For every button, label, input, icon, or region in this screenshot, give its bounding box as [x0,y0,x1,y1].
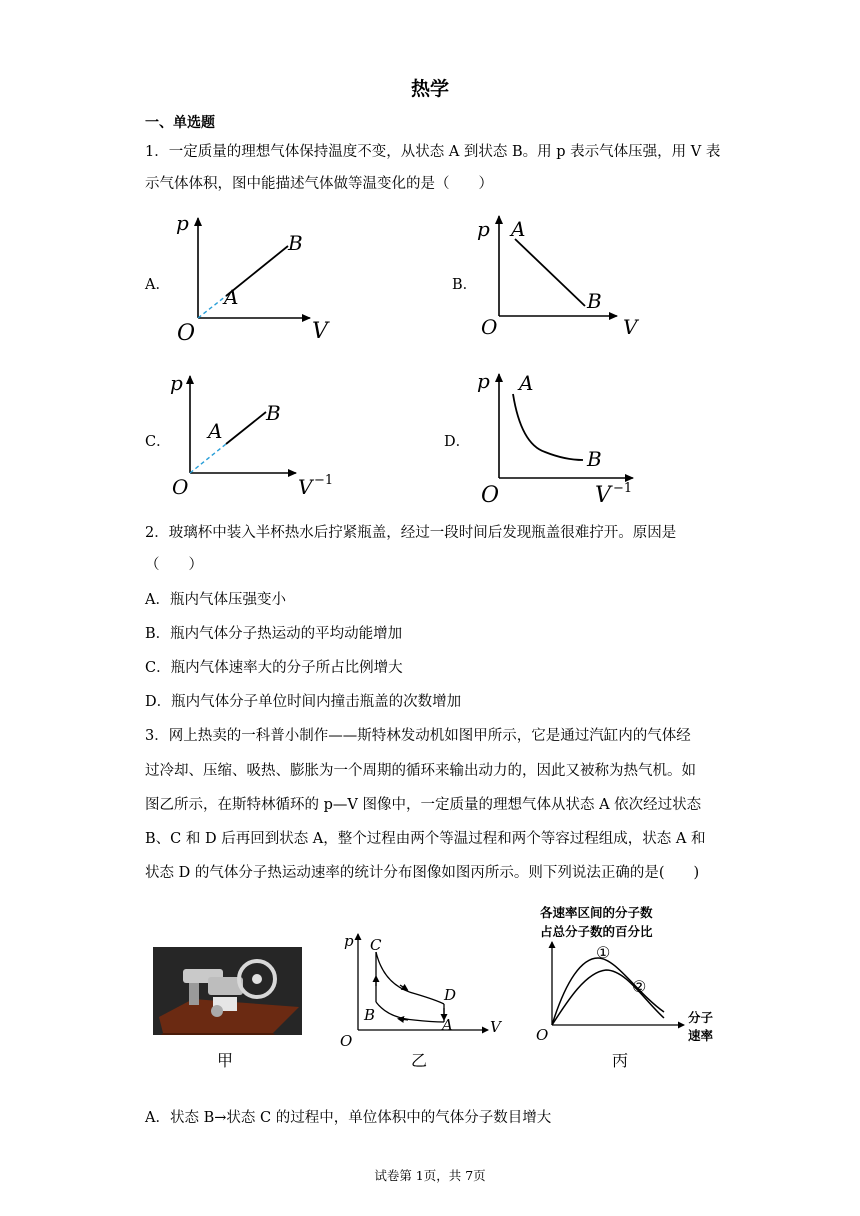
q3-text-line4: B、C 和 D 后再回到状态 A，整个过程由两个等温过程和两个等容过程组成，状态 A 和 [145,831,706,847]
yi-point-c: C [370,936,382,954]
q1-graph-d [475,364,655,506]
yi-point-a: A [442,1016,453,1034]
q1-graph-c [168,368,348,500]
graph-d-p-label: p [477,369,490,393]
q1-option-b-label: B． [452,277,478,293]
page-title: 热学 [410,78,449,100]
yi-origin-label: O [340,1032,353,1050]
caption-jia: 甲 [217,1051,234,1070]
q2-option-b: B．瓶内气体分子热运动的平均动能增加 [145,626,403,642]
bing-ylabel-line1: 各速率区间的分子数 [540,905,653,920]
q1-option-a-label: A． [145,277,170,293]
yi-point-b: B [364,1006,376,1024]
graph-b-v-label: V [623,315,638,339]
q1-text-line2: 示气体体积，图中能描述气体做等温变化的是（ ） [145,176,493,192]
graph-d-point-a: A [519,371,534,395]
graph-a-v-label: V [312,319,328,344]
graph-a-origin-label: O [177,321,196,345]
graph-c-point-b: B [266,401,281,425]
q2-option-a: A．瓶内气体压强变小 [145,592,286,608]
graph-d-point-b: B [587,447,602,471]
q2-option-d: D．瓶内气体分子单位时间内撞击瓶盖的次数增加 [145,694,462,710]
yi-point-d: D [444,986,457,1004]
stirling-engine-photo [153,947,302,1035]
stirling-cycle-pv-graph [336,930,506,1050]
page-footer: 试卷第 1页，共 7页 [374,1168,486,1183]
graph-a-point-b: B [288,231,303,255]
graph-c-point-a: A [208,419,223,443]
caption-bing: 丙 [612,1051,629,1070]
q2-text-line1: 2．玻璃杯中装入半杯热水后拧紧瓶盖，经过一段时间后发现瓶盖很难拧开。原因是 [145,525,677,541]
q3-text-line1: 3．网上热卖的一科普小制作——斯特林发动机如图甲所示，它是通过汽缸内的气体经 [145,728,691,744]
graph-b-p-label: p [477,217,490,241]
q3-text-line5: 状态 D 的气体分子热运动速率的统计分布图像如图丙所示。则下列说法正确的是( ) [145,865,700,881]
graph-c-v-label: V [298,475,313,499]
q2-option-c: C．瓶内气体速率大的分子所占比例增大 [145,660,403,676]
q3-option-a: A．状态 B→状态 C 的过程中，单位体积中的气体分子数目增大 [145,1110,552,1126]
curve-1-label: ① [596,943,611,962]
graph-a-point-a: A [224,285,239,309]
speed-distribution-graph [532,900,732,1050]
q3-text-line2: 过冷却、压缩、吸热、膨胀为一个周期的循环来输出动力的，因此又被称为热气机。如 [145,763,696,779]
graph-d-v-label: V [595,483,611,506]
yi-p-label: p [344,932,354,950]
q1-option-c-label: C． [145,434,171,450]
graph-a-p-label: p [176,211,189,235]
bing-ylabel-line2: 占总分子数的百分比 [540,924,653,939]
q1-text-line1: 1．一定质量的理想气体保持温度不变，从状态 A 到状态 B。用 p 表示气体压强，用 V 表 [145,144,721,160]
graph-b-point-a: A [511,217,526,241]
q2-text-line2: （ ） [145,557,203,573]
graph-b-origin-label: O [481,315,498,339]
section-heading: 一、单选题 [145,115,215,131]
q1-graph-a [168,210,338,345]
graph-c-p-label: p [170,371,183,395]
graph-d-exponent: −1 [613,481,633,496]
bing-origin-label: O [536,1026,549,1044]
q1-option-d-label: D． [444,434,471,450]
bing-xlabel-line2: 速率 [688,1028,714,1043]
graph-c-origin-label: O [172,475,189,499]
graph-b-point-b: B [587,289,602,313]
caption-yi: 乙 [411,1051,428,1070]
q1-graph-b [475,210,645,345]
yi-v-label: V [490,1018,501,1036]
curve-2-label: ② [632,977,647,996]
graph-d-origin-label: O [481,483,500,506]
q3-text-line3: 图乙所示，在斯特林循环的 p—V 图像中，一定质量的理想气体从状态 A 依次经过状态 [145,797,702,813]
graph-c-exponent: −1 [314,473,334,488]
bing-xlabel-line1: 分子 [688,1010,714,1025]
